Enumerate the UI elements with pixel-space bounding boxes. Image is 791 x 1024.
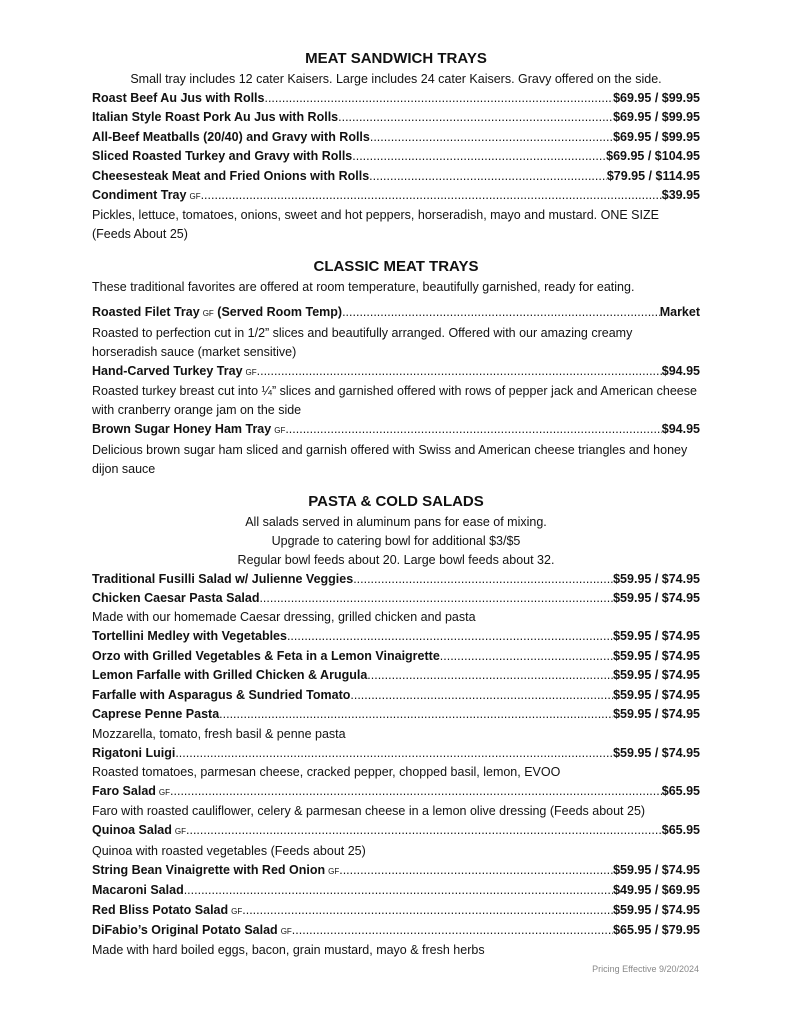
menu-item [92,861,700,881]
section-title-pasta: PASTA & COLD SALADS [308,492,484,510]
meat-note: Small tray includes 12 cater Kaisers. Large includes 24 cater Kaisers. Gravy offered on the side. [130,72,662,86]
item-price: $59.95 / $74.95 [613,745,700,760]
item-name: String Bean Vinaigrette with Red Onion [92,862,326,877]
menu-item [92,108,700,127]
item-price: $39.95 [661,188,700,203]
item-name: Farfalle with Asparagus & Sundried Tomato [92,687,351,702]
menu-item [92,128,700,147]
item-price: $94.95 [661,363,700,378]
item-name: Tortellini Medley with Vegetables [92,629,287,644]
menu-item [92,666,700,685]
item-price: $49.95 / $69.95 [613,883,700,898]
item-name: Cheesesteak Meat and Fried Onions with Rolls [92,168,370,183]
item-price: $69.95 / $104.95 [606,149,700,164]
item-name: Roasted Filet Tray [92,305,200,320]
item-name: Roast Beef Au Jus with Rolls [92,91,265,105]
section-title-meat: MEAT SANDWICH TRAYS [305,50,487,67]
item-name: Quinoa Salad [92,823,172,838]
item-description: Roasted to perfection cut in 1/2” slices and beautifully arranged. Offered with our amazing creamy horseradish sauce (market sensitive) [92,325,633,359]
item-description: Delicious brown sugar ham sliced and garnish offered with Swiss and American cheese triangles and honey dijon sauce [92,442,688,476]
item-name: Italian Style Roast Pork Au Jus with Rolls [92,110,339,125]
item-description: Made with hard boiled eggs, bacon, grain mustard, mayo & fresh herbs [92,943,485,958]
menu-item [92,589,700,608]
menu-item [92,570,700,589]
item-price: $59.95 / $74.95 [613,668,700,683]
item-description: Mozzarella, tomato, fresh basil & penne pasta [92,726,346,741]
item-price: $65.95 [661,823,700,838]
item-price: $59.95 / $74.95 [613,571,700,586]
item-description: Made with our homemade Caesar dressing, grilled chicken and pasta [92,610,476,625]
item-price: $59.95 / $74.95 [613,591,700,606]
menu-item [92,147,700,166]
gf-badge: GF [245,367,257,377]
item-name: Chicken Caesar Pasta Salad [92,591,260,606]
pasta-note: Regular bowl feeds about 20. Large bowl feeds about 32. [237,552,555,567]
gf-badge: GF [280,926,292,936]
item-name-suffix: (Served Room Temp) [217,305,343,320]
menu-item [92,186,700,206]
item-name: Condiment Tray [92,188,187,203]
item-name: Macaroni Salad [92,883,184,898]
gf-badge: GF [189,192,201,202]
menu-item [92,744,700,763]
menu-item [92,881,700,900]
item-name: All-Beef Meatballs (20/40) and Gravy with Rolls [92,129,370,144]
menu-item [92,782,700,802]
menu-item [92,705,700,724]
item-description: Pickles, lettuce, tomatoes, onions, sweet and hot peppers, horseradish, mayo and mustard. ONE SIZE (Feeds About 25) [92,208,659,242]
item-price: $59.95 / $74.95 [613,707,700,722]
item-name: Rigatoni Luigi [92,745,176,760]
menu-item [92,627,700,646]
item-name: Caprese Penne Pasta [92,707,220,722]
menu-item [92,921,700,941]
pricing-effective-note: Pricing Effective 9/20/2024 [592,964,699,974]
menu-item [92,420,700,440]
item-description: Faro with roasted cauliflower, celery & parmesan cheese in a lemon olive dressing (Feeds about 25) [92,804,646,819]
item-name: Red Bliss Potato Salad [92,902,229,917]
item-description: Roasted tomatoes, parmesan cheese, cracked pepper, chopped basil, lemon, EVOO [92,764,561,779]
item-price: $69.95 / $99.95 [613,110,700,125]
gf-badge: GF [328,866,340,876]
item-price: $94.95 [661,422,700,437]
item-price: $59.95 / $74.95 [613,902,700,917]
item-price: $79.95 / $114.95 [606,168,700,183]
item-name: Faro Salad [92,783,156,798]
item-price: $59.95 / $74.95 [613,862,700,877]
gf-badge: GF [231,906,243,916]
item-price: $65.95 [661,783,700,798]
item-name: Hand-Carved Turkey Tray [92,363,243,378]
menu-item [92,167,700,186]
menu-item [92,686,700,705]
item-description: Roasted turkey breast cut into ¼” slices and garnished offered with rows of pepper jack and American cheese with cranberry orange jam on the side [92,384,697,418]
item-price: $69.95 / $99.95 [613,91,700,105]
menu-item [92,821,700,841]
item-price: $65.95 / $79.95 [613,922,700,937]
menu-item [92,362,700,382]
item-name: DiFabio’s Original Potato Salad [92,922,278,937]
item-price: $59.95 / $74.95 [613,648,700,663]
gf-badge: GF [202,309,214,319]
menu-item [92,647,700,666]
menu-item [92,901,700,921]
item-price: Market [659,305,700,320]
item-price: $69.95 / $99.95 [613,129,700,144]
item-price: $59.95 / $74.95 [613,629,700,644]
pasta-note: Upgrade to catering bowl for additional $3/$5 [271,533,521,548]
menu-item [92,89,700,108]
gf-badge: GF [158,787,171,797]
menu-page [92,48,700,960]
item-name: Traditional Fusilli Salad w/ Julienne Veggies [92,571,354,586]
item-name: Sliced Roasted Turkey and Gravy with Rolls [92,149,353,164]
pasta-note: All salads served in aluminum pans for ease of mixing. [245,514,547,529]
section-title-classic: CLASSIC MEAT TRAYS [313,258,479,276]
gf-badge: GF [174,827,186,837]
gf-badge: GF [274,426,286,436]
item-name: Lemon Farfalle with Grilled Chicken & Arugula [92,668,368,683]
menu-item [92,303,700,323]
item-price: $59.95 / $74.95 [613,687,700,702]
item-name: Orzo with Grilled Vegetables & Feta in a Lemon Vinaigrette [92,648,440,663]
item-description: Quinoa with roasted vegetables (Feeds about 25) [92,843,366,858]
item-name: Brown Sugar Honey Ham Tray [92,422,272,437]
classic-note: These traditional favorites are offered at room temperature, beautifully garnished, ready for eating. [92,280,635,295]
